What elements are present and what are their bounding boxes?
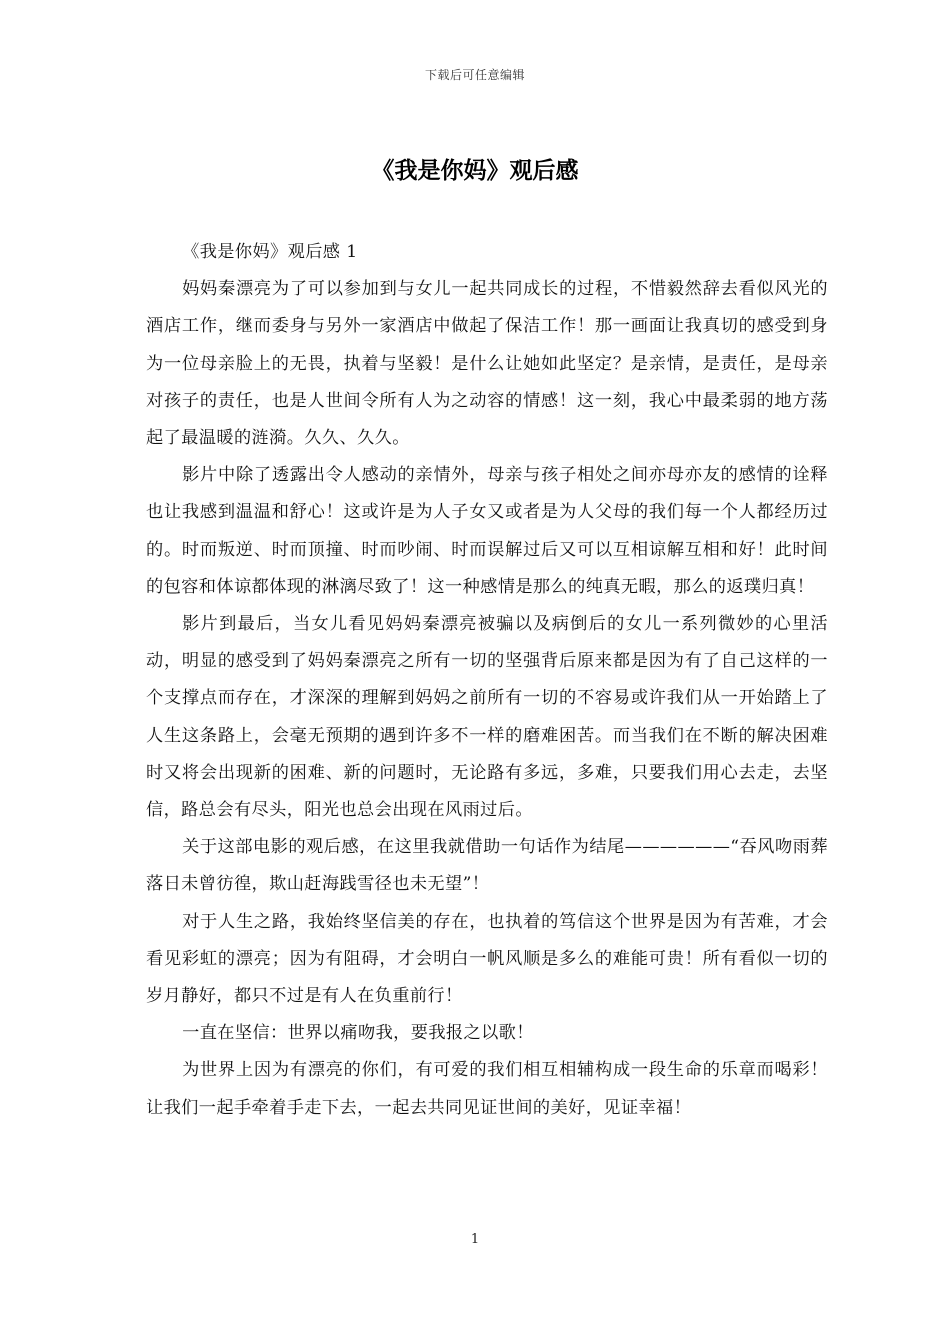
paragraph: 妈妈秦漂亮为了可以参加到与女儿一起共同成长的过程，不惜毅然辞去看似风光的酒店工作，继而委身与另外一家酒店中做起了保洁工作！那一画面让我真切的感受到身为一位母亲脸上的无畏，执着与坚毅！是什么让她如此坚定？是亲情，是责任，是母亲对孩子的责任，也是人世间令所有人为之动容的情感！这一刻，我心中最柔弱的地方荡起了最温暖的涟漪。久久、久久。 (146, 279, 828, 449)
paragraph: 为世界上因为有漂亮的你们，有可爱的我们相互相辅构成一段生命的乐章而喝彩！让我们一起手牵着手走下去，一起去共同见证世间的美好，见证幸福！ (146, 1060, 828, 1118)
document-title: 《我是你妈》观后感 (371, 157, 579, 184)
paragraph: 影片中除了透露出令人感动的亲情外，母亲与孩子相处之间亦母亦友的感情的诠释也让我感到温温和舒心！这或许是为人子女又或者是为人父母的我们每一个人都经历过的。时而叛逆、时而顶撞、时而吵闹、时而误解过后又可以互相谅解互相和好！此时间的包容和体谅都体现的淋漓尽致了！这一种感情是那么的纯真无暇，那么的返璞归真！ (146, 465, 828, 597)
page-header: 下载后可任意编辑 (424, 68, 525, 82)
paragraph: 对于人生之路，我始终坚信美的存在，也执着的笃信这个世界是因为有苦难，才会看见彩虹的漂亮；因为有阻碍，才会明白一帆风顺是多么的难能可贵！所有看似一切的岁月静好，都只不过是有人在负重前行！ (146, 911, 828, 1007)
paragraph: 关于这部电影的观后感，在这里我就借助一句话作为结尾——————“吞风吻雨葬落日未曾彷徨，欺山赶海践雪径也未无望”！ (146, 837, 828, 895)
paragraph-subtitle: 《我是你妈》观后感 1 (182, 242, 358, 262)
page-number: 1 (470, 1232, 480, 1247)
document-body (146, 234, 828, 1127)
paragraph: 影片到最后，当女儿看见妈妈秦漂亮被骗以及病倒后的女儿一系列微妙的心里活动，明显的感受到了妈妈秦漂亮之所有一切的坚强背后原来都是因为有了自己这样的一个支撑点而存在，才深深的理解到妈妈之前所有一切的不容易或许我们从一开始踏上了人生这条路上，会毫无预期的遇到许多不一样的磨难困苦。而当我们在不断的解决困难时又将会出现新的困难、新的问题时，无论路有多远，多难，只要我们用心去走，去坚信，路总会有尽头，阳光也总会出现在风雨过后。 (146, 614, 828, 821)
paragraph: 一直在坚信：世界以痛吻我，要我报之以歌！ (182, 1023, 534, 1044)
